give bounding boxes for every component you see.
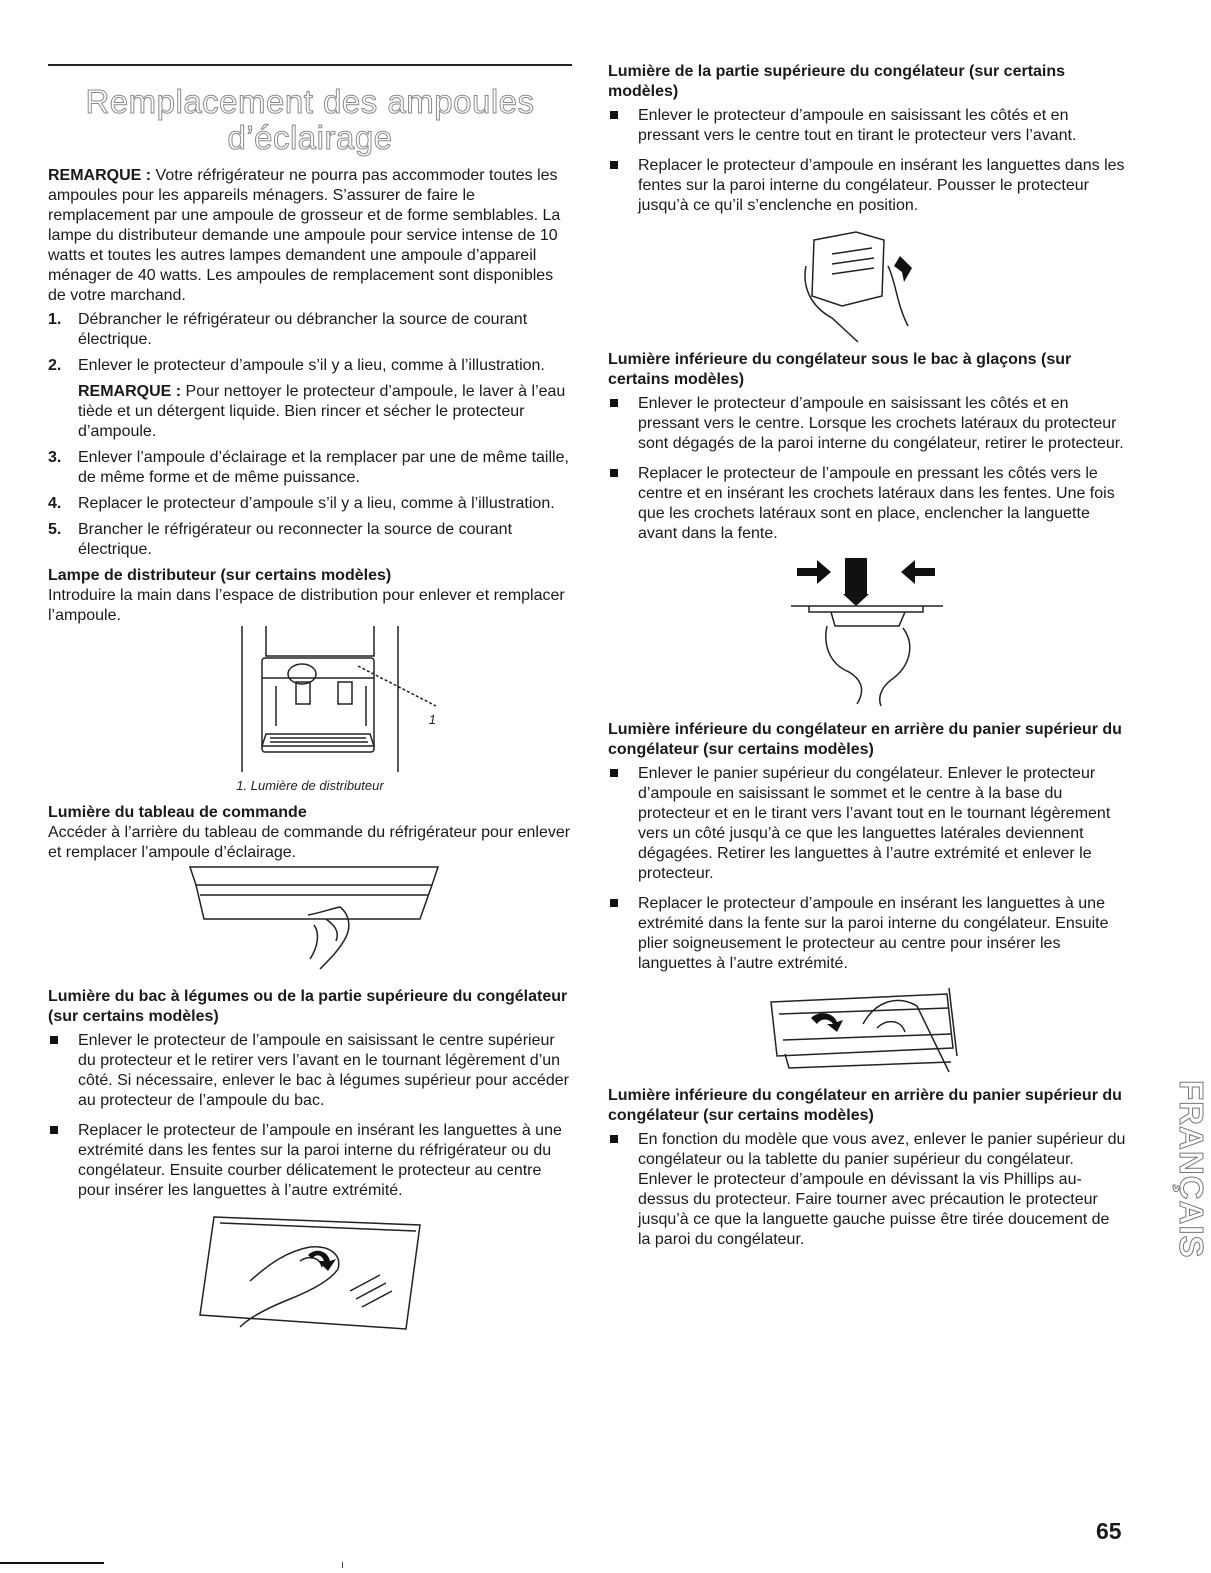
control-panel-heading: Lumière du tableau de commande	[48, 804, 307, 821]
step-number: 3.	[48, 449, 62, 466]
section-bullets	[608, 764, 1126, 974]
section-bullets	[608, 106, 1126, 216]
dispenser-heading: Lampe de distributeur (sur certains modèles)	[48, 567, 392, 584]
crisper-bullets	[48, 1031, 572, 1201]
language-side-tab	[1150, 1080, 1210, 1350]
step-number: 1.	[48, 311, 62, 328]
bullet-icon	[610, 1135, 618, 1143]
bullet-text: Enlever le protecteur d’ampoule en saisissant les côtés et en pressant vers le centre tout en tirant le protecteur vers l’avant.	[638, 107, 1077, 144]
step-text: Débrancher le réfrigérateur ou débrancher la source de courant électrique.	[78, 311, 528, 348]
bullet-text: Enlever le panier supérieur du congélateur. Enlever le protecteur d’ampoule en saisissant le sommet et le centre à la base du protecteur et en le tirant vers l’avant tout en le tournant légèrement vers un côté jusqu’à ce que les languettes latérales deviennent dégagées. Retirer les languettes à l’autre extrémité et enlever le protecteur.	[638, 765, 1111, 882]
step-note-text: Pour nettoyer le protecteur d’ampoule, le laver à l’eau tiède et un détergent liquide. Bien rincer et sécher le protecteur d’ampoule.	[78, 383, 566, 440]
bullet-item	[608, 894, 1126, 974]
crisper-illustration	[180, 1211, 440, 1335]
step-note	[78, 382, 572, 442]
control-panel-illustration	[170, 863, 450, 973]
upper-freezer-illustration	[792, 226, 942, 344]
down-arrow-icon	[843, 594, 869, 606]
step-text: Replacer le protecteur d’ampoule s’il y a lieu, comme à l’illustration.	[78, 495, 555, 512]
squeeze-arrow-left-icon	[797, 560, 831, 584]
note-text: Votre réfrigérateur ne pourra pas accommoder toutes les ampoules pour les appareils ménagers. S’assurer de faire le remplacement par une ampoule de grosseur et de forme semblables. La lampe du distributeur demande une ampoule pour service intense de 10 watts et toutes les autres lampes demandent une ampoule d’appareil ménager de 40 watts. Les ampoules de remplacement sont disponibles de votre marchand.	[48, 167, 561, 304]
steps-list	[48, 310, 572, 560]
crisper-heading: Lumière du bac à légumes ou de la partie supérieure du congélateur (sur certains modèles)	[48, 988, 568, 1025]
step-number: 5.	[48, 521, 62, 538]
note-paragraph	[48, 166, 572, 306]
bullet-item	[608, 394, 1126, 454]
step-item	[48, 356, 572, 442]
section-bullets	[608, 1130, 1126, 1250]
bullet-item	[608, 464, 1126, 544]
bullet-item	[608, 106, 1126, 146]
step-item	[48, 448, 572, 488]
shield-bar-icon	[845, 558, 867, 594]
section-heading: Lumière inférieure du congélateur en arrière du panier supérieur du congélateur (sur certains modèles)	[608, 721, 1122, 758]
bullet-text: En fonction du modèle que vous avez, enlever le panier supérieur du congélateur ou la tablette du panier supérieur du congélateur. Enlever le protecteur d’ampoule en dévissant la vis Phillips au-dessus du protecteur. Faire tourner avec précaution le protecteur jusqu’à ce que la languette gauche puisse être tirée doucement de la paroi du congélateur.	[638, 1131, 1126, 1248]
step-item	[48, 494, 572, 514]
section-bullets	[608, 394, 1126, 544]
left-column	[48, 64, 572, 1335]
dispenser-illustration	[190, 626, 436, 774]
dispenser-caption: 1. Lumière de distributeur	[236, 778, 384, 793]
bullet-item	[608, 1130, 1126, 1250]
bullet-text: Enlever le protecteur d’ampoule en saisissant les côtés et en pressant vers le centre. Lorsque les crochets latéraux du protecteur sont dégagés de la paroi interne du congélateur, retirer le protecteur.	[638, 395, 1124, 452]
bullet-icon	[610, 161, 618, 169]
step-item	[48, 520, 572, 560]
footer-rule	[0, 1562, 104, 1564]
dispenser-callout: 1	[428, 712, 436, 727]
bullet-icon	[610, 769, 618, 777]
push-arrow-icon	[894, 256, 912, 282]
step-text: Enlever l’ampoule d’éclairage et la remplacer par une de même taille, de même forme et de même puissance.	[78, 449, 569, 486]
note-label: REMARQUE :	[48, 167, 152, 184]
top-rule	[48, 64, 572, 66]
bullet-text: Replacer le protecteur de l’ampoule en pressant les côtés vers le centre et en insérant les crochets latéraux dans les fentes. Une fois que les crochets latéraux sont en place, enclencher la languette avant dans la fente.	[638, 465, 1115, 542]
step-item	[48, 310, 572, 350]
bullet-item	[608, 764, 1126, 884]
rotate-arrow-icon	[308, 1251, 336, 1271]
section-heading: Lumière de la partie supérieure du congélateur (sur certains modèles)	[608, 63, 1066, 100]
bullet-item	[48, 1031, 572, 1111]
bullet-icon	[50, 1036, 58, 1044]
squeeze-arrow-right-icon	[901, 560, 935, 584]
right-column	[608, 62, 1126, 1260]
dispenser-text: Introduire la main dans l’espace de distribution pour enlever et remplacer l’ampoule.	[48, 587, 565, 624]
bullet-icon	[610, 111, 618, 119]
step-number: 4.	[48, 495, 62, 512]
section-heading: Lumière inférieure du congélateur en arrière du panier supérieur du congélateur (sur certains modèles)	[608, 1087, 1122, 1124]
bullet-text: Replacer le protecteur de l’ampoule en insérant les languettes à une extrémité dans les fentes sur la paroi interne du réfrigérateur ou du congélateur. Ensuite courber délicatement le protecteur au centre pour insérer les languettes à l’autre extrémité.	[78, 1122, 562, 1199]
ice-bin-illustration	[787, 554, 947, 710]
bullet-icon	[610, 469, 618, 477]
footer-mark	[342, 1562, 343, 1568]
control-panel-text: Accéder à l’arrière du tableau de commande du réfrigérateur pour enlever et remplacer l’ampoule d’éclairage.	[48, 824, 571, 861]
bullet-icon	[610, 899, 618, 907]
section-heading: Lumière inférieure du congélateur sous le bac à glaçons (sur certains modèles)	[608, 351, 1072, 388]
page-number: 65	[1096, 1518, 1122, 1544]
bullet-text: Replacer le protecteur d’ampoule en insérant les languettes à une extrémité dans la fente sur la paroi interne du congélateur. Ensuite plier soigneusement le protecteur au centre pour insérer les languettes à l’autre extrémité.	[638, 895, 1109, 972]
step-number: 2.	[48, 357, 62, 374]
step-text: Enlever le protecteur d’ampoule s’il y a lieu, comme à l’illustration.	[78, 357, 545, 374]
basket-rear-illustration	[767, 984, 967, 1078]
page-title: Remplacement des ampoules d’éclairage	[85, 83, 535, 156]
rotate-arrow-icon	[811, 1013, 843, 1032]
bullet-icon	[610, 399, 618, 407]
bullet-item	[608, 156, 1126, 216]
bullet-text: Replacer le protecteur d’ampoule en insérant les languettes dans les fentes sur la paroi interne du congélateur. Pousser le protecteur jusqu’à ce qu’il s’enclenche en position.	[638, 157, 1125, 214]
bullet-item	[48, 1121, 572, 1201]
step-note-label: REMARQUE :	[78, 383, 182, 400]
bullet-text: Enlever le protecteur de l’ampoule en saisissant le centre supérieur du protecteur et le retirer vers l’avant en le tournant légèrement d’un côté. Si nécessaire, enlever le bac à légumes supérieur pour accéder au protecteur de l’ampoule du bac.	[78, 1032, 569, 1109]
bullet-icon	[50, 1126, 58, 1134]
step-text: Brancher le réfrigérateur ou reconnecter la source de courant électrique.	[78, 521, 513, 558]
side-tab-label: FRANÇAIS	[1173, 1080, 1210, 1259]
